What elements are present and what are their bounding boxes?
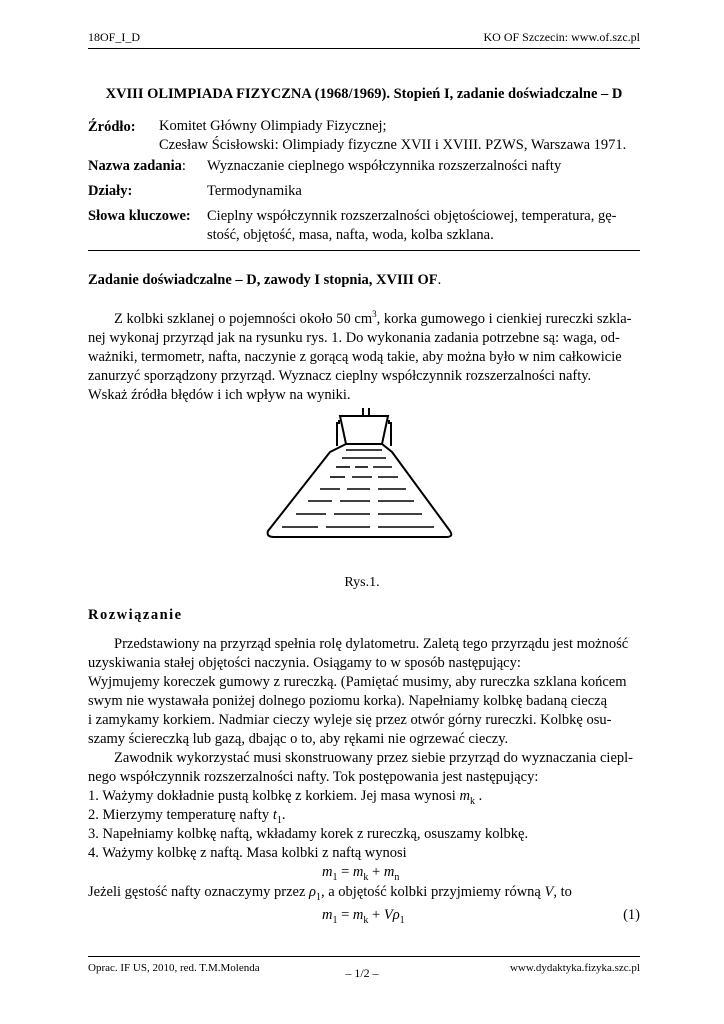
task-text-1a: Z kolbki szklanej o pojemności około 50 cm	[114, 310, 373, 327]
step-2-text: 2. Mierzymy temperaturę nafty	[88, 807, 273, 823]
footer-link[interactable]: www.dydaktyka.fizyka.szc.pl	[509, 962, 640, 974]
density-sub: 1	[316, 891, 321, 903]
solution-paragraph-1	[88, 635, 640, 787]
source-line-2: Czesław Ścisłowski: Olimpiady fizyczne XVII i XVIII. PZWS, Warszawa 1971.	[159, 137, 627, 153]
keywords-label: Słowa kluczowe:	[88, 208, 191, 224]
equation-number: (1)	[623, 907, 640, 923]
eq1-sub-k: k	[363, 871, 369, 883]
task-line-3: ważniki, termometr, nafta, naczynie z gorącą wodą takie, aby można było w nim całkowicie	[88, 348, 622, 365]
header-link[interactable]: KO OF Szczecin: www.of.szc.pl	[483, 30, 640, 44]
task-heading	[88, 272, 441, 289]
eq2-mk: m	[352, 907, 364, 923]
task-text-1b: , korka gumowego i cienkiej rureczki szkla-	[376, 310, 632, 327]
task-paragraph	[88, 305, 640, 405]
eq2-sub-1: 1	[332, 914, 338, 926]
step-1-sub: k	[469, 795, 475, 807]
task-name-colon: :	[181, 158, 186, 174]
task-line-4: zanurzyć sporządzony przyrząd. Wyznacz cieplny współczynnik rozszerzalności nafty.	[88, 367, 592, 384]
solution-line-3: Wyjmujemy koreczek gumowy z rureczką. (Pamiętać musimy, aby rureczka szklana końcem	[88, 674, 627, 690]
step-1-var: m	[459, 788, 470, 804]
equation-1	[322, 864, 399, 883]
density-rho: ρ	[309, 884, 316, 900]
keywords-line-1: Cieplny współczynnik rozszerzalności objętościowej, temperatura, gę-	[207, 208, 617, 224]
page-header-left: 18OF_I_D	[88, 30, 141, 44]
eq2-rho: ρ	[392, 907, 400, 923]
footer-rule	[88, 956, 640, 957]
density-text-a: Jeżeli gęstość nafty oznaczymy przez	[88, 884, 310, 900]
source-line-1: Komitet Główny Olimpiady Fizycznej;	[159, 118, 387, 134]
eq1-sub-n: n	[394, 871, 400, 883]
task-name-value: Wyznaczanie cieplnego współczynnika rozszerzalności nafty	[207, 158, 562, 174]
density-text-c: , to	[553, 884, 572, 900]
step-2-var: t	[272, 807, 277, 823]
figure-caption: Rys.1.	[344, 575, 380, 590]
density-V: V	[544, 884, 554, 900]
solution-line-8: nego współczynnik rozszerzalności nafty. Tok postępowania jest następujący:	[88, 769, 539, 785]
step-4: 4. Ważymy kolbkę z naftą. Masa kolbki z naftą wynosi	[88, 845, 407, 861]
keywords-line-2: stość, objętość, masa, nafta, woda, kolba szklana.	[207, 227, 494, 243]
eq2-sub-rho: 1	[399, 914, 405, 926]
eq2-sub-k: k	[363, 914, 369, 926]
step-3: 3. Napełniamy kolbkę naftą, wkładamy korek z rureczką, osuszamy kolbkę.	[88, 826, 529, 842]
eq2-equals: =	[337, 907, 353, 923]
solution-line-4: swym nie wystawała poniżej dolnego poziomu korka). Napełniamy kolbkę badaną cieczą	[88, 693, 608, 709]
step-2-sub: 1	[276, 814, 282, 826]
solution-line-6: szamy ściereczką lub gazą, dbając o to, aby rękami nie ogrzewać cieczy.	[88, 731, 509, 747]
page-number: – 1/2 –	[345, 966, 379, 980]
eq1-mk: m	[352, 864, 364, 880]
footer-left: Oprac. IF US, 2010, red. T.M.Molenda	[88, 962, 260, 974]
task-line-2: nej wykonaj przyrząd jak na rysunku rys. 1. Do wykonania zadania potrzebne są: waga, od-	[88, 329, 620, 346]
document-title: XVIII OLIMPIADA FIZYCZNA (1968/1969). Stopień I, zadanie doświadczalne – D	[105, 86, 623, 102]
density-line	[88, 883, 572, 907]
eq2-V: V	[383, 907, 393, 923]
task-heading-dot: .	[437, 272, 442, 288]
meta-rule	[88, 250, 640, 251]
flask-figure	[260, 400, 460, 545]
equation-2	[322, 907, 405, 926]
eq1-equals: =	[337, 864, 353, 880]
eq2-plus: +	[368, 907, 384, 923]
density-text-b: , a objętość kolbki przyjmiemy równą	[321, 884, 545, 900]
solution-line-1: Przedstawiony na przyrząd spełnia rolę dylatometru. Zaletą tego przyrządu jest możność	[114, 636, 629, 652]
task-line-1	[88, 305, 640, 329]
solution-line-2: uzyskiwania stałej objętości naczynia. Osiągamy to w sposób następujący:	[88, 655, 521, 671]
sections-value: Termodynamika	[207, 183, 302, 199]
solution-heading: Rozwiązanie	[88, 607, 183, 623]
eq1-sub-1: 1	[332, 871, 338, 883]
solution-line-5: i zamykamy korkiem. Nadmiar cieczy wyleje się przez otwór górny rureczki. Kolbkę osu-	[88, 712, 612, 728]
sections-label: Działy:	[88, 183, 133, 199]
eq1-m: m	[322, 864, 333, 880]
eq1-plus: +	[368, 864, 384, 880]
task-line-5: Wskaż źródła błędów i ich wpływ na wyniki.	[88, 386, 351, 403]
source-label: Źródło:	[88, 119, 136, 135]
eq1-mn: m	[383, 864, 395, 880]
solution-line-7: Zawodnik wykorzystać musi skonstruowany przez siebie przyrząd do wyznaczania ciepl-	[114, 750, 633, 766]
step-1-end: .	[474, 788, 483, 804]
task-name-label	[88, 158, 186, 175]
header-rule	[88, 48, 640, 49]
step-2-end: .	[281, 807, 286, 823]
eq2-m: m	[322, 907, 333, 923]
step-1-text: 1. Ważymy dokładnie pustą kolbkę z korkiem. Jej masa wynosi	[88, 788, 460, 804]
task-heading-text: Zadanie doświadczalne – D, zawody I stopnia, XVIII OF	[88, 272, 438, 288]
task-text-sup: 3	[372, 309, 377, 319]
task-name-label-text: Nazwa zadania	[88, 158, 182, 174]
